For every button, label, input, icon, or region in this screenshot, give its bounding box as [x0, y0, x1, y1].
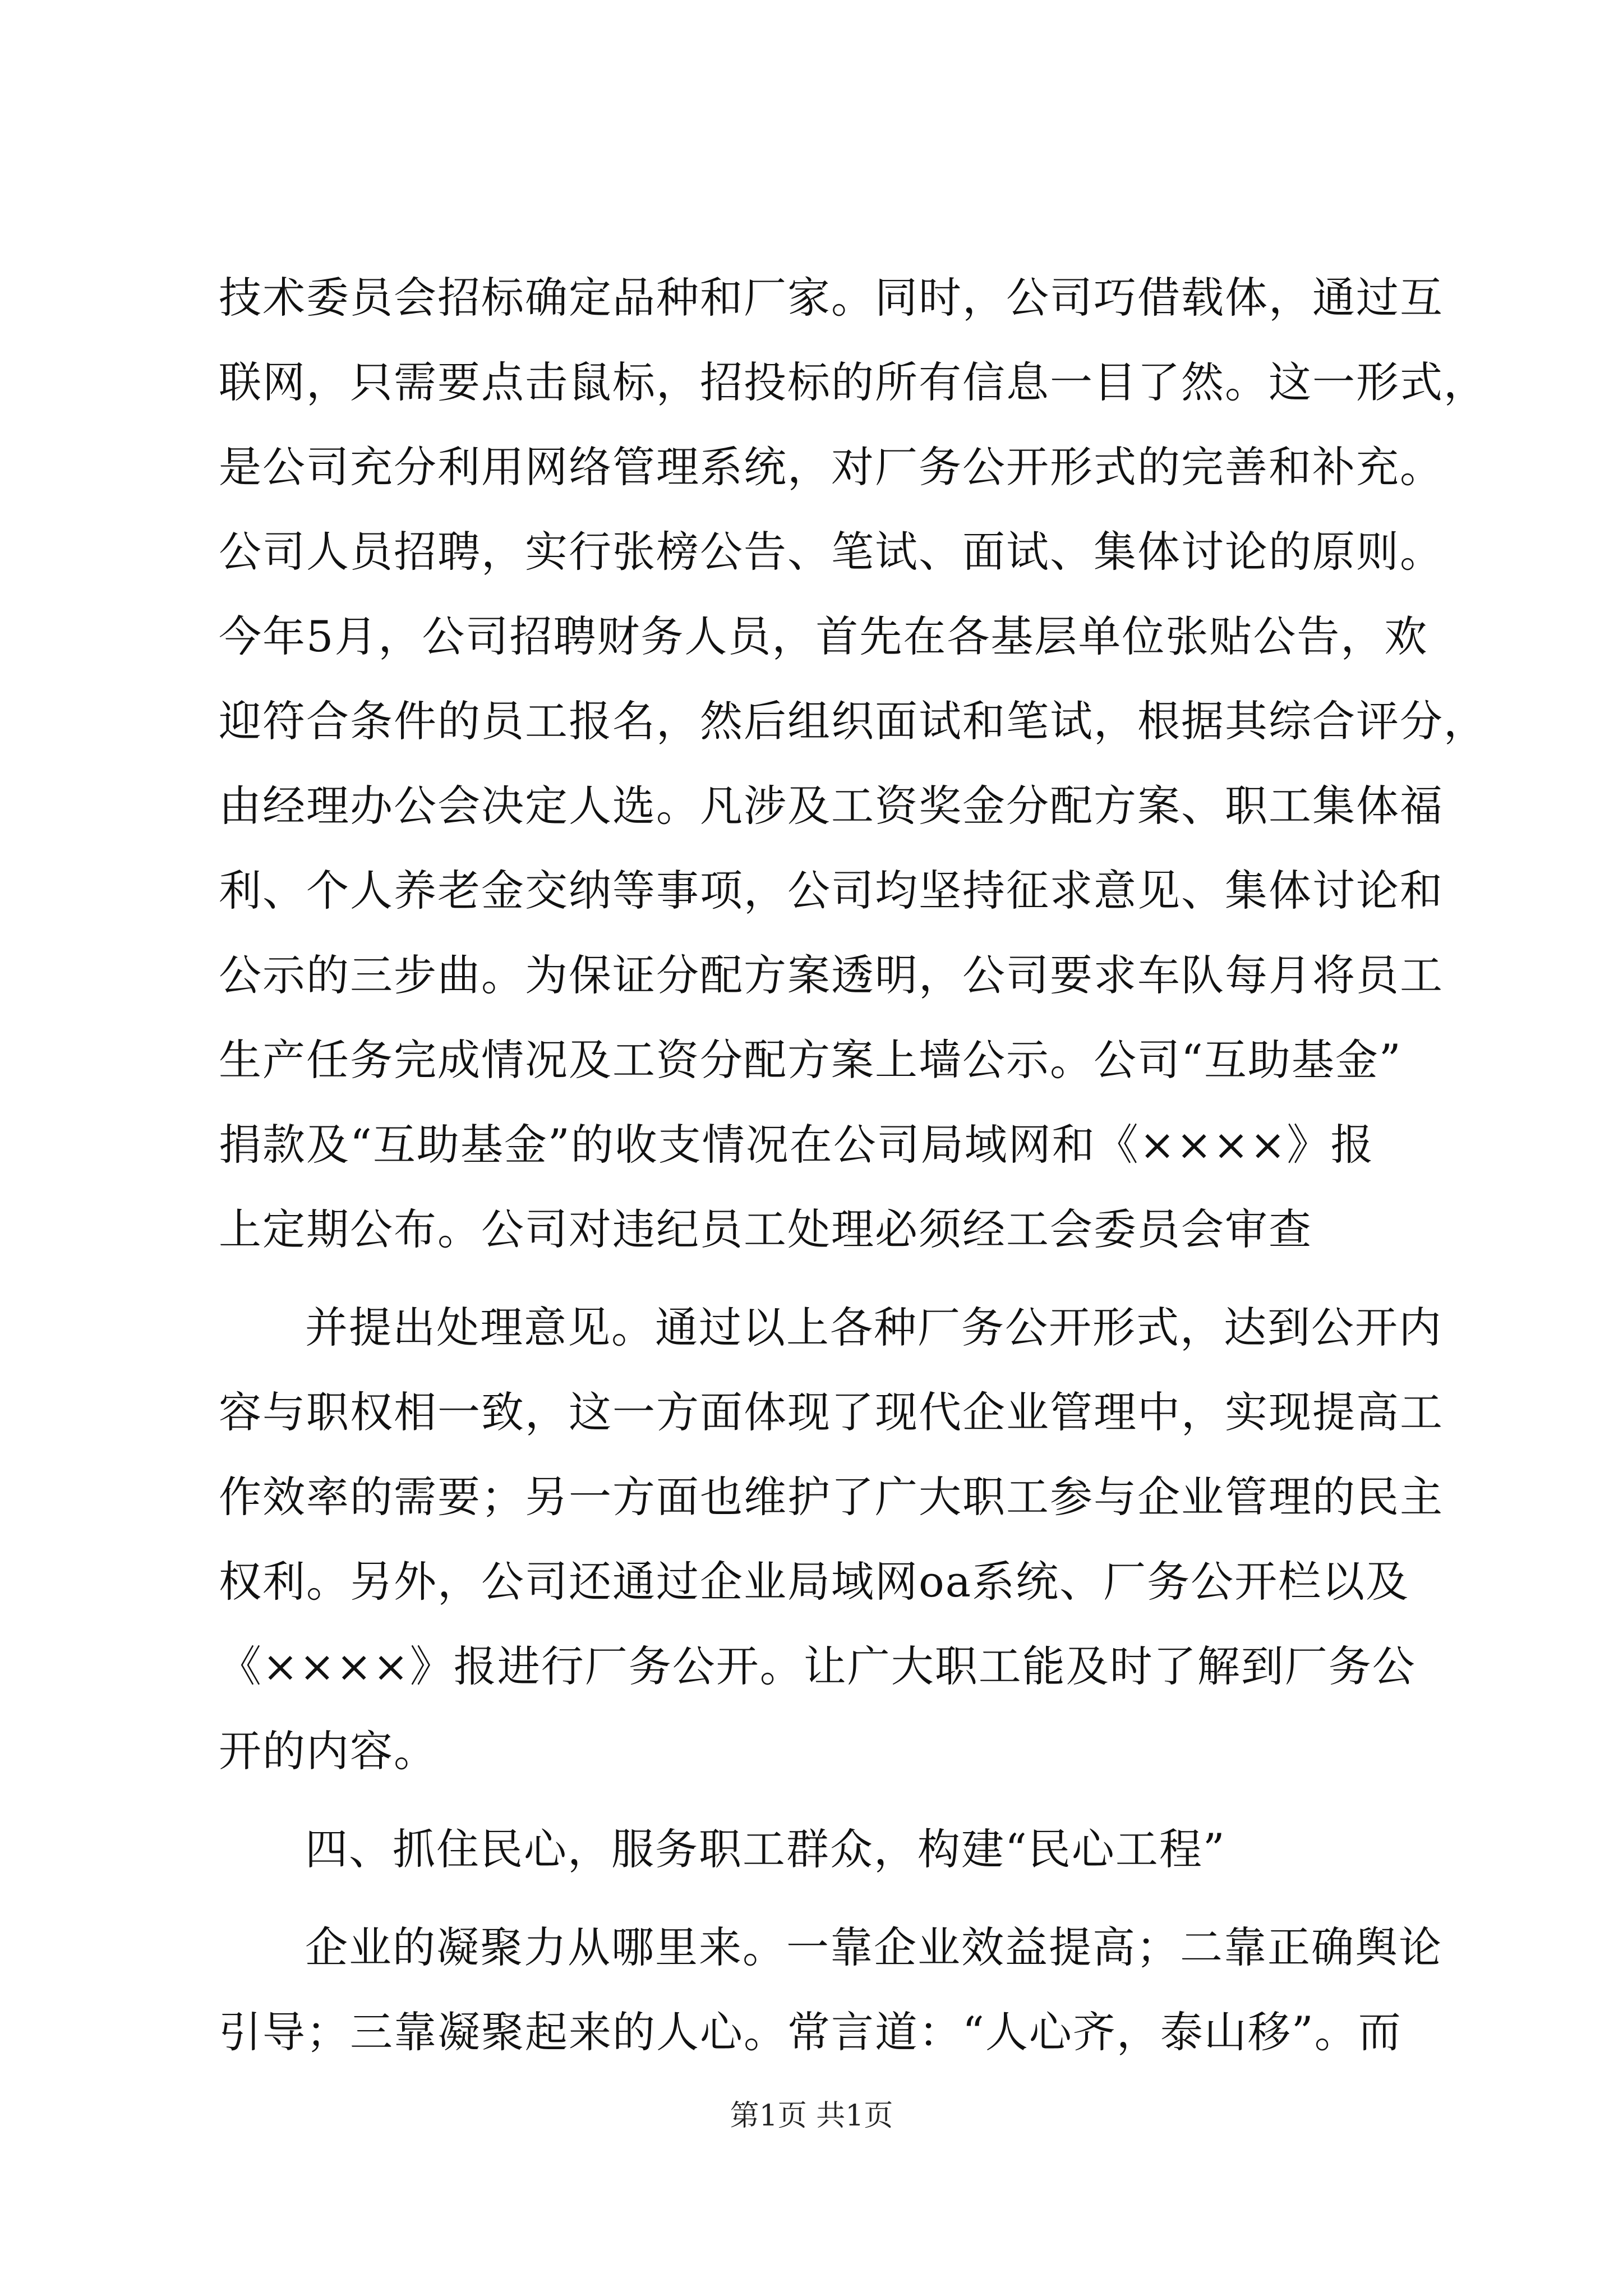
paragraph-start-line: 企业的凝聚力从哪里来。一靠企业效益提高；二靠正确舆论 [305, 1922, 1442, 1972]
text-line: 生产任务完成情况及工资分配方案上墙公示。公司“互助基金” [219, 1035, 1402, 1085]
text-line: 利、个人养老金交纳等事项，公司均坚持征求意见、集体讨论和 [219, 866, 1444, 915]
paragraph-gap [219, 1272, 1419, 1285]
text-line: 是公司充分利用网络管理系统，对厂务公开形式的完善和补充。 [219, 442, 1444, 492]
text-line: 联网，只需要点击鼠标，招投标的所有信息一目了然。这一形式， [219, 357, 1487, 407]
text-line: 技术委员会招标确定品种和厂家。同时，公司巧借载体，通过互 [219, 273, 1444, 323]
paragraph-gap [219, 1892, 1419, 1905]
section-heading: 四、抓住民心，服务职工群众，构建“民心工程” [305, 1824, 1226, 1874]
document-body [219, 255, 1487, 2074]
text-line: 上定期公布。公司对违纪员工处理必须经工会委员会审查 [219, 1204, 1312, 1254]
text-line: 权利。另外，公司还通过企业局域网oa系统、厂务公开栏以及 [219, 1557, 1410, 1607]
text-line: 迎符合条件的员工报名，然后组织面试和笔试，根据其综合评分， [219, 696, 1487, 746]
text-line: 容与职权相一致，这一方面体现了现代企业管理中，实现提高工 [219, 1387, 1444, 1437]
text-line: 开的内容。 [219, 1726, 437, 1776]
paragraph-gap [219, 1793, 1419, 1807]
text-line: 捐款及“互助基金”的收支情况在公司局域网和《××××》报 [219, 1120, 1375, 1170]
page-number-footer: 第1页 共1页 [730, 2099, 893, 2133]
paragraph-start-line: 并提出处理意见。通过以上各种厂务公开形式，达到公开内 [305, 1303, 1442, 1352]
text-line: 今年5月，公司招聘财务人员，首先在各基层单位张贴公告，欢 [219, 611, 1428, 661]
text-line: 公示的三步曲。为保证分配方案透明，公司要求车队每月将员工 [219, 950, 1444, 1000]
text-line: 由经理办公会决定人选。凡涉及工资奖金分配方案、职工集体福 [219, 781, 1444, 831]
text-line: 作效率的需要；另一方面也维护了广大职工参与企业管理的民主 [219, 1472, 1444, 1522]
text-line: 《××××》报进行厂务公开。让广大职工能及时了解到厂务公 [219, 1641, 1416, 1691]
text-line: 公司人员招聘，实行张榜公告、笔试、面试、集体讨论的原则。 [219, 527, 1444, 577]
text-line: 引导；三靠凝聚起来的人心。常言道：“人心齐，泰山移”。而 [219, 2007, 1402, 2057]
